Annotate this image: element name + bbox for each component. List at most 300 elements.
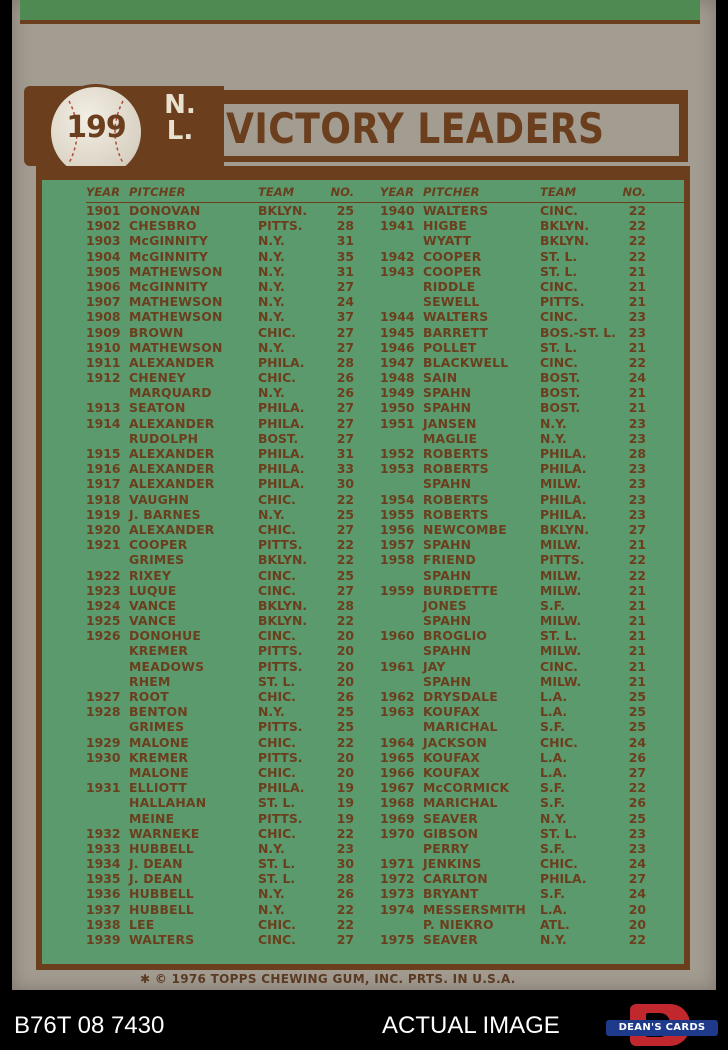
wins-cell: 27 bbox=[336, 415, 354, 431]
year-cell: 1938 bbox=[86, 916, 121, 932]
year-cell: 1907 bbox=[86, 294, 121, 310]
header-pitcher: PITCHER bbox=[129, 185, 186, 199]
table-row bbox=[86, 325, 396, 340]
year-cell: 1901 bbox=[86, 203, 121, 218]
team-cell: PHILA. bbox=[540, 491, 587, 507]
team-cell: MILW. bbox=[540, 643, 582, 659]
table-row bbox=[380, 400, 690, 415]
year-cell: 1914 bbox=[86, 415, 121, 431]
table-row bbox=[86, 826, 396, 841]
year-cell: 1909 bbox=[86, 324, 121, 340]
table-row bbox=[86, 249, 396, 264]
year-cell: 1904 bbox=[86, 248, 121, 264]
year-cell: 1972 bbox=[380, 871, 415, 887]
team-cell: BKLYN. bbox=[258, 613, 308, 629]
team-cell: N.Y. bbox=[258, 840, 285, 856]
pitcher-cell: RIDDLE bbox=[423, 278, 476, 294]
year-cell: 1946 bbox=[380, 339, 415, 355]
team-cell: PHILA. bbox=[540, 461, 587, 477]
year-cell: 1924 bbox=[86, 597, 121, 613]
wins-cell: 23 bbox=[628, 506, 646, 522]
team-cell: N.Y. bbox=[258, 263, 285, 279]
team-cell: N.Y. bbox=[258, 294, 285, 310]
victory-table-left bbox=[86, 182, 396, 947]
team-cell: ST. L. bbox=[540, 339, 578, 355]
top-border-strip bbox=[20, 0, 700, 24]
pitcher-cell: JACKSON bbox=[423, 734, 488, 750]
pitcher-cell: BURDETTE bbox=[423, 582, 499, 598]
pitcher-cell: RUDOLPH bbox=[129, 430, 199, 446]
year-cell: 1963 bbox=[380, 704, 415, 720]
pitcher-cell: ALEXANDER bbox=[129, 521, 215, 537]
year-cell: 1928 bbox=[86, 704, 121, 720]
pitcher-cell: SPAHN bbox=[423, 400, 472, 416]
table-row bbox=[380, 446, 690, 461]
header-team: TEAM bbox=[540, 185, 577, 199]
wins-cell: 19 bbox=[336, 795, 354, 811]
team-cell: S.F. bbox=[540, 840, 565, 856]
year-cell: 1911 bbox=[86, 354, 121, 370]
table-row bbox=[86, 902, 396, 917]
table-row bbox=[380, 886, 690, 901]
pitcher-cell: SPAHN bbox=[423, 476, 472, 492]
table-row bbox=[380, 795, 690, 810]
table-row bbox=[86, 507, 396, 522]
team-cell: PHILA. bbox=[258, 476, 305, 492]
team-cell: ST. L. bbox=[258, 871, 296, 887]
wins-cell: 21 bbox=[628, 294, 646, 310]
wins-cell: 28 bbox=[336, 597, 354, 613]
wins-cell: 23 bbox=[628, 415, 646, 431]
pitcher-cell: FRIEND bbox=[423, 552, 476, 568]
team-cell: PHILA. bbox=[258, 400, 305, 416]
wins-cell: 22 bbox=[628, 354, 646, 370]
pitcher-cell: P. NIEKRO bbox=[423, 916, 494, 932]
team-cell: N.Y. bbox=[540, 932, 567, 947]
pitcher-cell: MALONE bbox=[129, 734, 189, 750]
year-cell: 1937 bbox=[86, 901, 121, 917]
team-cell: ST. L. bbox=[540, 628, 578, 644]
pitcher-cell: KOUFAX bbox=[423, 749, 481, 765]
pitcher-cell: GRIMES bbox=[129, 719, 185, 735]
pitcher-cell: ROBERTS bbox=[423, 506, 489, 522]
wins-cell: 25 bbox=[628, 810, 646, 826]
pitcher-cell: SEATON bbox=[129, 400, 186, 416]
pitcher-cell: J. DEAN bbox=[129, 856, 183, 872]
wins-cell: 23 bbox=[628, 491, 646, 507]
team-cell: BOST. bbox=[540, 385, 581, 401]
wins-cell: 27 bbox=[628, 871, 646, 887]
wins-cell: 31 bbox=[336, 263, 354, 279]
table-row bbox=[86, 871, 396, 886]
table-row bbox=[380, 689, 690, 704]
team-cell: L.A. bbox=[540, 704, 568, 720]
team-cell: PITTS. bbox=[258, 643, 303, 659]
table-row bbox=[86, 400, 396, 415]
year-cell: 1973 bbox=[380, 886, 415, 902]
year-cell: 1952 bbox=[380, 446, 415, 461]
pitcher-cell: ALEXANDER bbox=[129, 461, 215, 477]
pitcher-cell: GRIMES bbox=[129, 552, 185, 568]
table-row bbox=[380, 476, 690, 491]
year-cell: 1940 bbox=[380, 203, 415, 218]
pitcher-cell: ROBERTS bbox=[423, 461, 489, 477]
wins-cell: 30 bbox=[336, 476, 354, 492]
wins-cell: 24 bbox=[628, 886, 646, 902]
team-cell: PITTS. bbox=[258, 719, 303, 735]
team-cell: MILW. bbox=[540, 673, 582, 689]
table-row bbox=[380, 765, 690, 780]
pitcher-cell: BROWN bbox=[129, 324, 184, 340]
year-cell: 1961 bbox=[380, 658, 415, 674]
team-cell: L.A. bbox=[540, 764, 568, 780]
pitcher-cell: SEWELL bbox=[423, 294, 480, 310]
table-row bbox=[86, 552, 396, 567]
pitcher-cell: BRYANT bbox=[423, 886, 479, 902]
team-cell: CINC. bbox=[258, 932, 296, 947]
table-row bbox=[86, 735, 396, 750]
year-cell: 1970 bbox=[380, 825, 415, 841]
year-cell: 1934 bbox=[86, 856, 121, 872]
team-cell: ST. L. bbox=[540, 825, 578, 841]
table-row bbox=[380, 218, 690, 233]
wins-cell: 26 bbox=[336, 886, 354, 902]
wins-cell: 21 bbox=[628, 673, 646, 689]
table-row bbox=[380, 264, 690, 279]
table-row bbox=[380, 552, 690, 567]
wins-cell: 28 bbox=[628, 446, 646, 461]
table-row bbox=[86, 613, 396, 628]
pitcher-cell: MEADOWS bbox=[129, 658, 205, 674]
team-cell: PHILA. bbox=[540, 446, 587, 461]
team-cell: S.F. bbox=[540, 795, 565, 811]
table-row bbox=[86, 522, 396, 537]
table-row bbox=[86, 461, 396, 476]
header-year: YEAR bbox=[86, 185, 120, 199]
year-cell: 1975 bbox=[380, 932, 415, 947]
team-cell: N.Y. bbox=[258, 233, 285, 249]
pitcher-cell: MAGLIE bbox=[423, 430, 478, 446]
wins-cell: 22 bbox=[336, 552, 354, 568]
table-row bbox=[86, 431, 396, 446]
team-cell: PHILA. bbox=[540, 871, 587, 887]
team-cell: CHIC. bbox=[258, 825, 296, 841]
pitcher-cell: GIBSON bbox=[423, 825, 479, 841]
year-cell: 1917 bbox=[86, 476, 121, 492]
pitcher-cell: RHEM bbox=[129, 673, 171, 689]
table-body bbox=[380, 203, 690, 947]
wins-cell: 26 bbox=[336, 385, 354, 401]
wins-cell: 30 bbox=[336, 856, 354, 872]
team-cell: N.Y. bbox=[258, 278, 285, 294]
pitcher-cell: SAIN bbox=[423, 370, 458, 386]
pitcher-cell: SPAHN bbox=[423, 537, 472, 553]
team-cell: N.Y. bbox=[258, 248, 285, 264]
wins-cell: 20 bbox=[336, 643, 354, 659]
table-row bbox=[380, 826, 690, 841]
team-cell: CHIC. bbox=[258, 916, 296, 932]
team-cell: MILW. bbox=[540, 567, 582, 583]
wins-cell: 22 bbox=[336, 537, 354, 553]
team-cell: BOST. bbox=[540, 370, 581, 386]
pitcher-cell: SEAVER bbox=[423, 810, 478, 826]
wins-cell: 37 bbox=[336, 309, 354, 325]
wins-cell: 20 bbox=[628, 901, 646, 917]
team-cell: L.A. bbox=[540, 689, 568, 704]
wins-cell: 22 bbox=[628, 248, 646, 264]
team-cell: CHIC. bbox=[540, 856, 578, 872]
pitcher-cell: COOPER bbox=[423, 248, 482, 264]
table-row bbox=[86, 476, 396, 491]
wins-cell: 22 bbox=[628, 203, 646, 218]
table-row bbox=[86, 811, 396, 826]
table-row bbox=[86, 340, 396, 355]
table-row bbox=[380, 613, 690, 628]
team-cell: PITTS. bbox=[258, 658, 303, 674]
team-cell: PHILA. bbox=[258, 354, 305, 370]
team-cell: N.Y. bbox=[258, 704, 285, 720]
team-cell: S.F. bbox=[540, 719, 565, 735]
pitcher-cell: CARLTON bbox=[423, 871, 488, 887]
team-cell: L.A. bbox=[540, 749, 568, 765]
pitcher-cell: VAUGHN bbox=[129, 491, 190, 507]
pitcher-cell: KOUFAX bbox=[423, 704, 481, 720]
table-row bbox=[380, 735, 690, 750]
wins-cell: 27 bbox=[336, 324, 354, 340]
wins-cell: 19 bbox=[336, 810, 354, 826]
year-cell: 1908 bbox=[86, 309, 121, 325]
pitcher-cell: MARICHAL bbox=[423, 795, 498, 811]
team-cell: CHIC. bbox=[258, 491, 296, 507]
team-cell: PITTS. bbox=[258, 749, 303, 765]
table-row bbox=[86, 628, 396, 643]
table-header bbox=[380, 182, 690, 203]
pitcher-cell: HUBBELL bbox=[129, 840, 194, 856]
pitcher-cell: COOPER bbox=[423, 263, 482, 279]
wins-cell: 26 bbox=[628, 749, 646, 765]
wins-cell: 20 bbox=[336, 673, 354, 689]
table-row bbox=[86, 659, 396, 674]
wins-cell: 21 bbox=[628, 597, 646, 613]
wins-cell: 25 bbox=[628, 719, 646, 735]
team-cell: CINC. bbox=[258, 628, 296, 644]
year-cell: 1933 bbox=[86, 840, 121, 856]
wins-cell: 23 bbox=[628, 309, 646, 325]
year-cell: 1942 bbox=[380, 248, 415, 264]
pitcher-cell: POLLET bbox=[423, 339, 477, 355]
header-year: YEAR bbox=[380, 185, 414, 199]
pitcher-cell: SPAHN bbox=[423, 613, 472, 629]
wins-cell: 28 bbox=[336, 354, 354, 370]
wins-cell: 21 bbox=[628, 339, 646, 355]
wins-cell: 22 bbox=[336, 825, 354, 841]
header-team: TEAM bbox=[258, 185, 295, 199]
team-cell: PHILA. bbox=[258, 461, 305, 477]
team-cell: PITTS. bbox=[258, 537, 303, 553]
year-cell: 1955 bbox=[380, 506, 415, 522]
pitcher-cell: JANSEN bbox=[423, 415, 477, 431]
table-row bbox=[380, 932, 690, 947]
year-cell: 1954 bbox=[380, 491, 415, 507]
year-cell: 1925 bbox=[86, 613, 121, 629]
table-row bbox=[86, 750, 396, 765]
team-cell: BOST. bbox=[258, 430, 299, 446]
pitcher-cell: WALTERS bbox=[423, 309, 489, 325]
team-cell: PITTS. bbox=[540, 294, 585, 310]
year-cell: 1935 bbox=[86, 871, 121, 887]
table-row bbox=[86, 568, 396, 583]
year-cell: 1902 bbox=[86, 218, 121, 234]
table-row bbox=[86, 917, 396, 932]
year-cell: 1953 bbox=[380, 461, 415, 477]
year-cell: 1964 bbox=[380, 734, 415, 750]
year-cell: 1949 bbox=[380, 385, 415, 401]
table-row bbox=[86, 643, 396, 658]
table-row bbox=[86, 719, 396, 734]
wins-cell: 21 bbox=[628, 613, 646, 629]
team-cell: MILW. bbox=[540, 537, 582, 553]
pitcher-cell: MATHEWSON bbox=[129, 309, 223, 325]
pitcher-cell: JENKINS bbox=[423, 856, 482, 872]
table-row bbox=[380, 507, 690, 522]
pitcher-cell: SPAHN bbox=[423, 567, 472, 583]
table-row bbox=[86, 537, 396, 552]
year-cell: 1922 bbox=[86, 567, 121, 583]
pitcher-cell: JAY bbox=[423, 658, 446, 674]
year-cell: 1910 bbox=[86, 339, 121, 355]
team-cell: BKLYN. bbox=[258, 203, 308, 218]
pitcher-cell: WARNEKE bbox=[129, 825, 200, 841]
team-cell: N.Y. bbox=[540, 810, 567, 826]
table-row bbox=[380, 355, 690, 370]
table-row bbox=[86, 492, 396, 507]
table-row bbox=[86, 309, 396, 324]
table-row bbox=[86, 704, 396, 719]
pitcher-cell: KREMER bbox=[129, 643, 189, 659]
table-row bbox=[86, 795, 396, 810]
card-number: 199 bbox=[66, 110, 126, 145]
table-row bbox=[380, 643, 690, 658]
table-row bbox=[380, 856, 690, 871]
team-cell: BKLYN. bbox=[540, 218, 590, 234]
wins-cell: 27 bbox=[336, 430, 354, 446]
pitcher-cell: MATHEWSON bbox=[129, 263, 223, 279]
pitcher-cell: BLACKWELL bbox=[423, 354, 509, 370]
wins-cell: 22 bbox=[628, 218, 646, 234]
team-cell: PHILA. bbox=[258, 415, 305, 431]
pitcher-cell: J. BARNES bbox=[129, 506, 201, 522]
team-cell: MILW. bbox=[540, 476, 582, 492]
wins-cell: 27 bbox=[628, 764, 646, 780]
team-cell: ST. L. bbox=[540, 248, 578, 264]
year-cell: 1931 bbox=[86, 780, 121, 796]
team-cell: CHIC. bbox=[258, 521, 296, 537]
table-row bbox=[380, 340, 690, 355]
wins-cell: 22 bbox=[628, 567, 646, 583]
pitcher-cell: LUQUE bbox=[129, 582, 177, 598]
year-cell: 1957 bbox=[380, 537, 415, 553]
wins-cell: 21 bbox=[628, 385, 646, 401]
table-row bbox=[380, 674, 690, 689]
wins-cell: 24 bbox=[336, 294, 354, 310]
year-cell: 1967 bbox=[380, 780, 415, 796]
wins-cell: 27 bbox=[336, 278, 354, 294]
league-line-2: L. bbox=[166, 116, 194, 146]
wins-cell: 25 bbox=[336, 704, 354, 720]
team-cell: PHILA. bbox=[258, 780, 305, 796]
table-row bbox=[86, 233, 396, 248]
logo-text: DEAN'S CARDS bbox=[606, 1020, 718, 1036]
wins-cell: 23 bbox=[336, 840, 354, 856]
team-cell: PITTS. bbox=[540, 552, 585, 568]
pitcher-cell: SPAHN bbox=[423, 385, 472, 401]
table-row bbox=[86, 598, 396, 613]
pitcher-cell: McGINNITY bbox=[129, 278, 209, 294]
wins-cell: 21 bbox=[628, 400, 646, 416]
team-cell: CINC. bbox=[540, 354, 578, 370]
table-row bbox=[380, 568, 690, 583]
year-cell: 1960 bbox=[380, 628, 415, 644]
wins-cell: 22 bbox=[336, 901, 354, 917]
table-row bbox=[380, 628, 690, 643]
pitcher-cell: McGINNITY bbox=[129, 233, 209, 249]
year-cell: 1923 bbox=[86, 582, 121, 598]
year-cell: 1927 bbox=[86, 689, 121, 704]
wins-cell: 35 bbox=[336, 248, 354, 264]
year-cell: 1948 bbox=[380, 370, 415, 386]
wins-cell: 21 bbox=[628, 537, 646, 553]
wins-cell: 31 bbox=[336, 233, 354, 249]
league-label bbox=[160, 92, 200, 144]
pitcher-cell: SEAVER bbox=[423, 932, 478, 947]
pitcher-cell: MATHEWSON bbox=[129, 294, 223, 310]
victory-table-right bbox=[380, 182, 690, 947]
team-cell: N.Y. bbox=[258, 385, 285, 401]
team-cell: N.Y. bbox=[258, 339, 285, 355]
pitcher-cell: WYATT bbox=[423, 233, 472, 249]
header-pitcher: PITCHER bbox=[423, 185, 480, 199]
pitcher-cell: CHESBRO bbox=[129, 218, 197, 234]
wins-cell: 23 bbox=[628, 461, 646, 477]
team-cell: N.Y. bbox=[258, 309, 285, 325]
table-row bbox=[380, 416, 690, 431]
year-cell: 1966 bbox=[380, 764, 415, 780]
wins-cell: 22 bbox=[336, 916, 354, 932]
deans-cards-logo bbox=[606, 1004, 718, 1046]
team-cell: MILW. bbox=[540, 613, 582, 629]
wins-cell: 21 bbox=[628, 582, 646, 598]
team-cell: BKLYN. bbox=[258, 552, 308, 568]
year-cell: 1951 bbox=[380, 415, 415, 431]
wins-cell: 21 bbox=[628, 658, 646, 674]
table-row bbox=[86, 264, 396, 279]
table-row bbox=[86, 886, 396, 901]
wins-cell: 22 bbox=[628, 932, 646, 947]
team-cell: CINC. bbox=[540, 309, 578, 325]
team-cell: S.F. bbox=[540, 597, 565, 613]
pitcher-cell: MARQUARD bbox=[129, 385, 212, 401]
pitcher-cell: VANCE bbox=[129, 597, 177, 613]
pitcher-cell: JONES bbox=[423, 597, 467, 613]
wins-cell: 24 bbox=[628, 734, 646, 750]
wins-cell: 23 bbox=[628, 430, 646, 446]
pitcher-cell: WALTERS bbox=[423, 203, 489, 218]
league-line-1: N. bbox=[164, 90, 196, 120]
team-cell: CINC. bbox=[258, 567, 296, 583]
table-row bbox=[380, 370, 690, 385]
wins-cell: 21 bbox=[628, 628, 646, 644]
wins-cell: 21 bbox=[628, 278, 646, 294]
